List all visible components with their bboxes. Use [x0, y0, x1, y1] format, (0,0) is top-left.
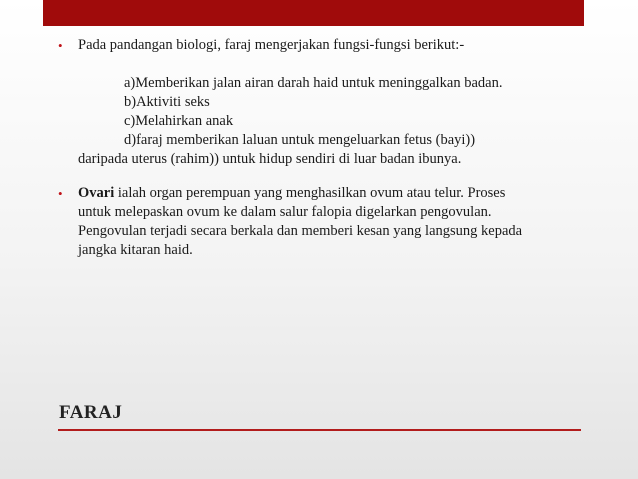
ovari-line-2: untuk melepaskan ovum ke dalam salur falopia digelarkan pengovulan. [78, 204, 492, 220]
ovari-line-4: jangka kitaran haid. [78, 242, 193, 258]
bullet-text: Pada pandangan biologi, faraj mengerjakan fungsi-fungsi berikut:- [78, 37, 465, 53]
bullet-icon: • [58, 186, 63, 201]
ovari-line-1: ialah organ perempuan yang menghasilkan ovum atau telur. Proses [114, 185, 506, 201]
function-item-d: d)faraj memberikan laluan untuk mengeluarkan fetus (bayi)) [124, 132, 476, 148]
bullet-item-functions [58, 36, 578, 55]
slide-title: FARAJ [59, 402, 123, 423]
function-item-b: b)Aktiviti seks [124, 94, 210, 110]
title-underline [58, 429, 581, 431]
function-item-a: a)Memberikan jalan airan darah haid untuk meninggalkan badan. [124, 75, 503, 91]
top-accent-bar [43, 0, 584, 26]
slide-body [58, 36, 578, 260]
function-item-d-continuation: daripada uterus (rahim)) untuk hidup sendiri di luar badan ibunya. [78, 151, 462, 167]
bullet-icon: • [58, 38, 63, 53]
function-item-c: c)Melahirkan anak [124, 113, 234, 129]
ovari-line-3: Pengovulan terjadi secara berkala dan memberi kesan yang langsung kepada [78, 223, 523, 239]
ovari-term: Ovari [78, 185, 115, 201]
bullet-item-ovari [58, 184, 578, 203]
